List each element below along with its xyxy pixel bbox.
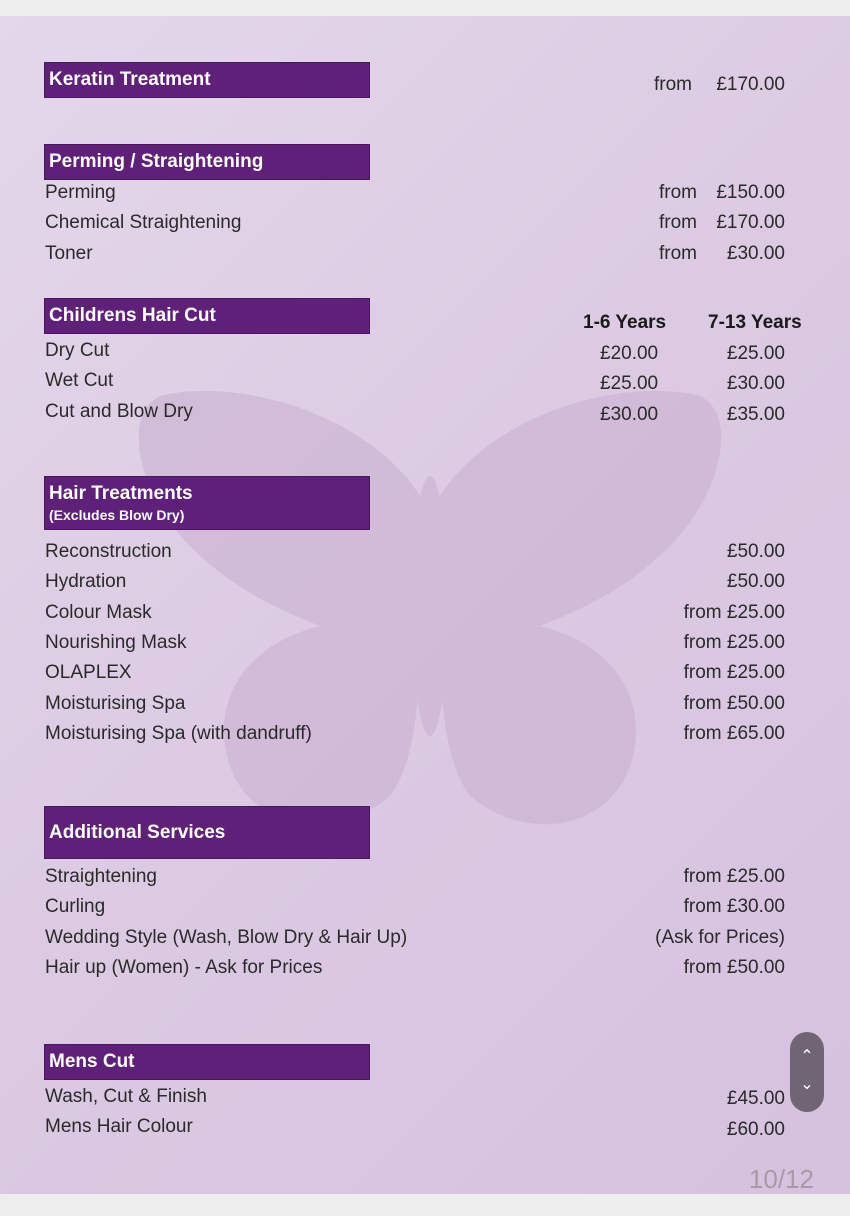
price-7-13: £30.00 — [726, 373, 785, 394]
section-subtitle: (Excludes Blow Dry) — [49, 507, 185, 523]
section-header-treatments — [44, 476, 370, 530]
scroll-control[interactable] — [790, 1032, 824, 1112]
service-name: Hydration — [45, 571, 127, 592]
column-header-7-13-years: 7-13 Years — [708, 312, 802, 333]
page-indicator: 10/12 — [748, 1164, 814, 1194]
price-7-13: £25.00 — [726, 343, 785, 364]
price-7-13: £35.00 — [726, 404, 785, 425]
section-title: Additional Services — [49, 821, 226, 843]
service-price: from £25.00 — [683, 662, 785, 683]
service-price: £30.00 — [726, 243, 785, 264]
service-price: from £65.00 — [683, 723, 785, 744]
service-price: £45.00 — [726, 1088, 785, 1109]
service-name: Moisturising Spa (with dandruff) — [45, 723, 312, 744]
price-1-6: £30.00 — [600, 404, 659, 425]
service-name: OLAPLEX — [45, 662, 132, 683]
menu-page — [0, 16, 850, 1194]
service-name: Perming — [45, 182, 116, 203]
service-name: Moisturising Spa — [45, 693, 186, 714]
service-price: from £25.00 — [683, 632, 785, 653]
service-name: Reconstruction — [45, 541, 172, 562]
service-name: Nourishing Mask — [45, 632, 187, 653]
service-price: £50.00 — [726, 571, 785, 592]
section-title: Perming / Straightening — [49, 151, 264, 172]
service-name: Colour Mask — [45, 602, 152, 623]
price-1-6: £20.00 — [600, 343, 659, 364]
chevron-up-icon[interactable]: ⌃ — [800, 1046, 814, 1065]
from-label: from — [659, 182, 697, 203]
service-price: from £50.00 — [683, 957, 785, 978]
column-header-1-6-years: 1-6 Years — [583, 312, 667, 333]
section-header-additional — [44, 806, 370, 859]
service-price: £60.00 — [726, 1119, 785, 1140]
service-name: Toner — [45, 243, 93, 264]
service-name: Curling — [45, 896, 106, 917]
section-title: Keratin Treatment — [49, 69, 211, 90]
service-price: from £50.00 — [683, 693, 785, 714]
service-price: £170.00 — [716, 212, 785, 233]
service-name: Wash, Cut & Finish — [45, 1086, 207, 1107]
price-1-6: £25.00 — [600, 373, 659, 394]
butterfly-watermark-icon — [120, 376, 740, 856]
section-header-childrens — [44, 298, 370, 334]
section-header-perming — [44, 144, 370, 180]
service-price: £50.00 — [726, 541, 785, 562]
section-title: Mens Cut — [49, 1051, 135, 1072]
service-name: Hair up (Women) - Ask for Prices — [45, 957, 323, 978]
service-name: Chemical Straightening — [45, 212, 242, 233]
service-name: Wedding Style (Wash, Blow Dry & Hair Up) — [45, 927, 408, 948]
bottom-bar — [0, 1194, 850, 1216]
section-title: Childrens Hair Cut — [49, 305, 216, 326]
service-name: Cut and Blow Dry — [45, 401, 193, 422]
service-price: from £30.00 — [683, 896, 785, 917]
service-name: Wet Cut — [45, 370, 114, 391]
service-name: Straightening — [45, 866, 157, 887]
keratin-price: £170.00 — [716, 74, 785, 95]
section-title: Hair Treatments — [49, 483, 193, 504]
service-price: from £25.00 — [683, 602, 785, 623]
from-label: from — [659, 243, 697, 264]
service-name: Mens Hair Colour — [45, 1116, 193, 1137]
section-header-mens — [44, 1044, 370, 1080]
chevron-down-icon[interactable]: ⌄ — [800, 1074, 814, 1093]
service-price: £150.00 — [716, 182, 785, 203]
keratin-from-label: from — [654, 74, 692, 95]
service-price: from £25.00 — [683, 866, 785, 887]
section-header-keratin — [44, 62, 370, 98]
service-name: Dry Cut — [45, 340, 110, 361]
from-label: from — [659, 212, 697, 233]
service-price: (Ask for Prices) — [655, 927, 785, 948]
